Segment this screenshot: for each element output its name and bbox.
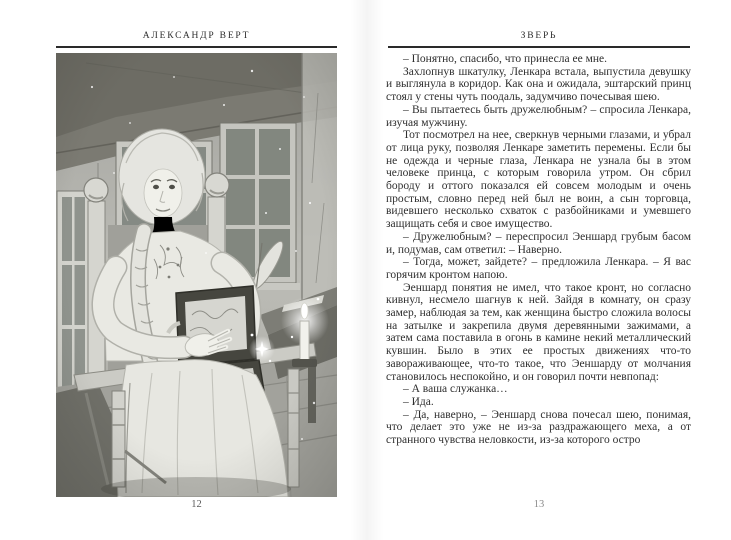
binding-gutter (350, 0, 384, 540)
illustration-svg (56, 53, 337, 497)
paragraph: Тот посмотрел на нее, сверкнув черными глазами, и убрал от лица руку, позволяя Ленкаре заметить перемены. Если бы не одежда и черные глаза, Ленкара не узнала бы в этом человеке принца, с которым говорила утром. Он сбрил бороду и оттого показался ей совсем молодым и очень простым, словно перед ней был не воин, а сын торговца, видевшего несколько схваток с разбойниками и умевшего защищать себя и свое имущество. (386, 129, 691, 231)
paragraph: – Тогда, может, зайдете? – предложила Ленкара. – Я вас горячим кронтом напою. (386, 256, 691, 281)
paragraph: – Дружелюбным? – переспросил Эеншард грубым басом и, подумав, сам ответил: – Наверно. (386, 230, 691, 256)
paragraph: – А ваша служанка… (403, 383, 508, 396)
paragraph: – Ида. (403, 395, 434, 408)
body-text (386, 53, 691, 447)
paragraph: – Понятно, спасибо, что принесла ее мне. (403, 53, 607, 65)
paragraph: – Да, наверно, – Эеншард снова почесал шею, понимая, что делает это уже не из-за раздражающего меха, а от странного чувства неловкости, из-за которого остро (386, 408, 691, 447)
right-header-rule (388, 46, 690, 48)
paragraph: Захлопнув шкатулку, Ленкара встала, выпустила девушку и выглянула в коридор. Как она и ожидала, эштарский принц стоял у стены чуть поодаль, задумчиво почесывая шею. (386, 65, 691, 104)
left-page-number: 12 (191, 499, 202, 510)
right-running-header: ЗВЕРЬ (520, 31, 558, 41)
book-illustration (56, 53, 337, 497)
right-page-number: 13 (533, 499, 545, 510)
paragraph: Эеншард понятия не имел, что такое кронт, но согласно кивнул, несмело шагнув к ней. Зайдя в комнату, он сразу замер, наблюдая за тем, как женщина быстро сложила волосы на затылке и закрепила двумя деревянными зажимами, а затем сама поставила в огонь в камине некий металлический кувшин. Было в этих ее простых движениях что-то завораживающее, что-то такое, что Эеншарду от молчания становилось неспокойно, и он говорил почти невпопад: (386, 281, 691, 383)
left-header-rule (56, 46, 337, 48)
left-running-header: АЛЕКСАНДР ВЕРТ (142, 31, 251, 41)
paragraph: – Вы пытаетесь быть дружелюбным? – спросила Ленкара, изучая мужчину. (386, 103, 691, 129)
